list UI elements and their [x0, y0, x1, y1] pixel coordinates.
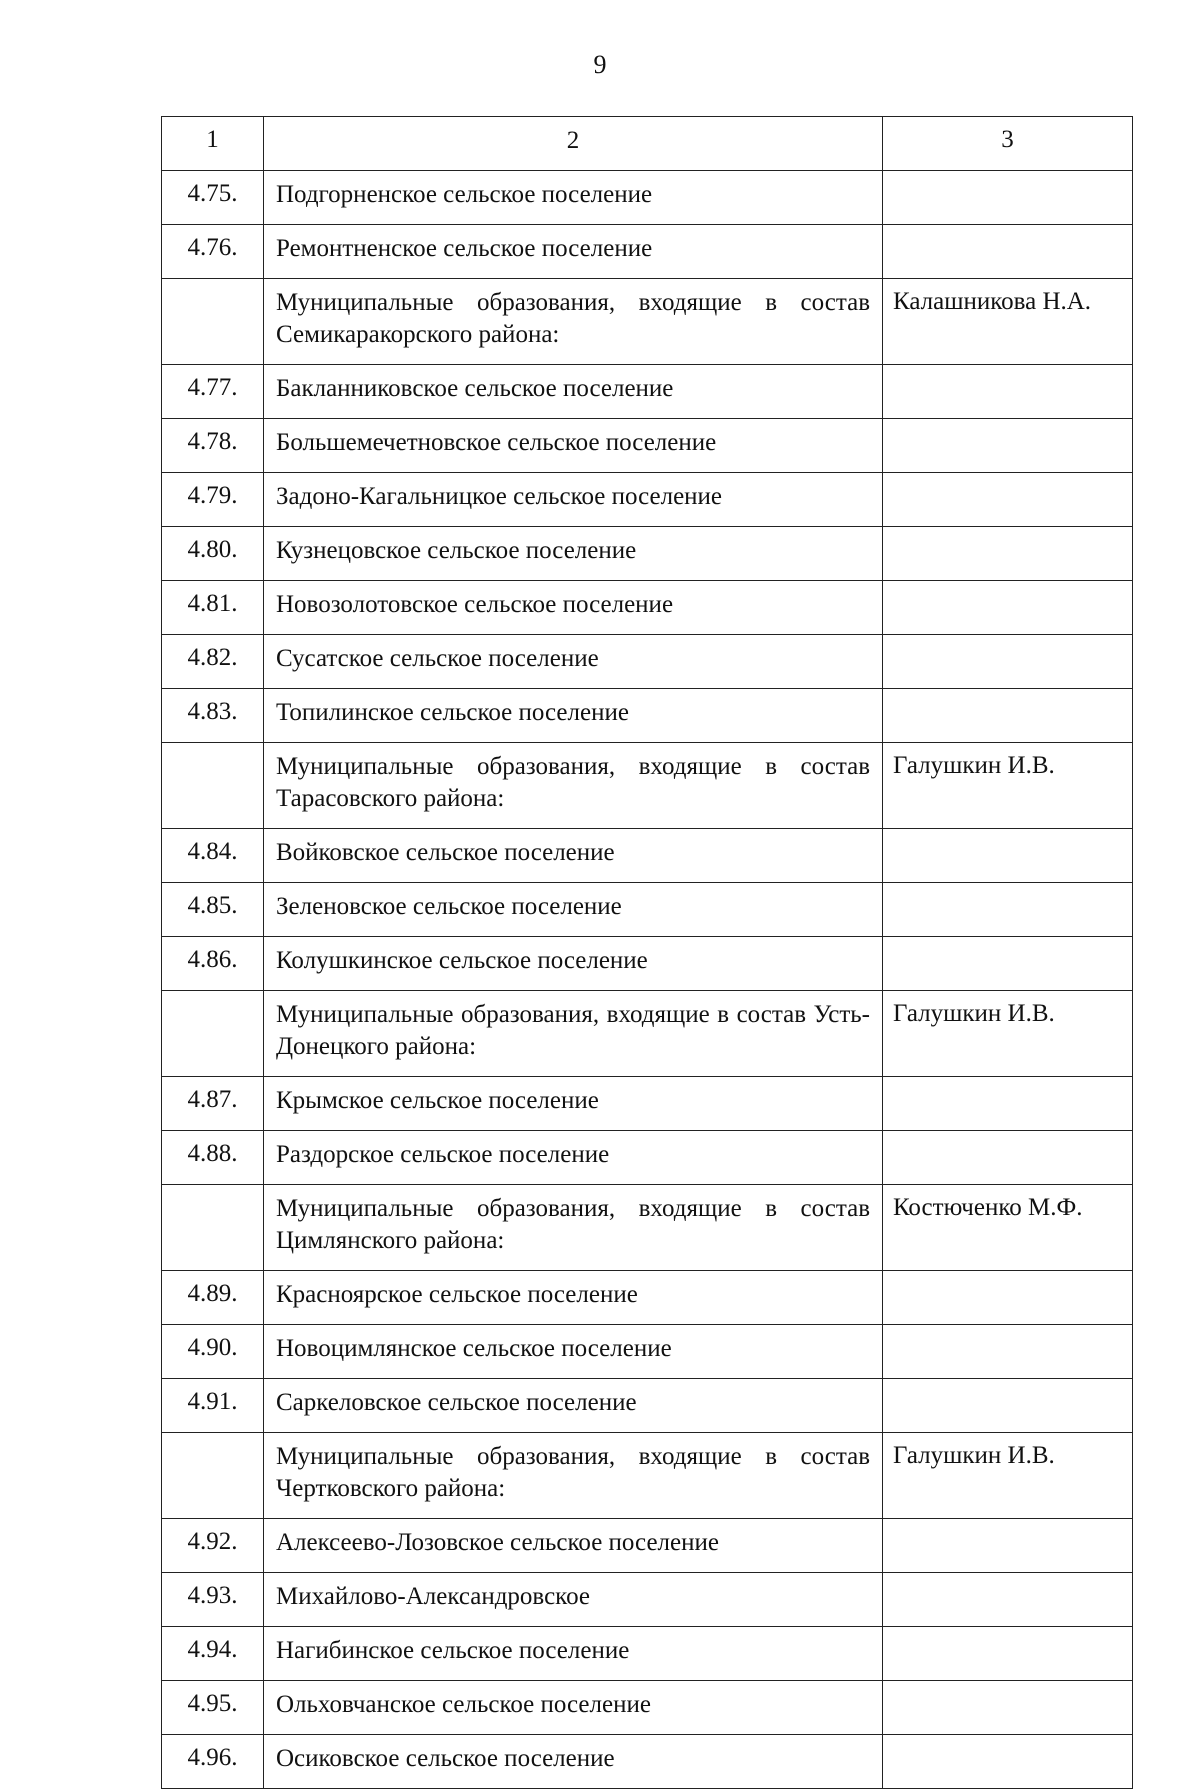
- responsible-person: [883, 473, 1133, 527]
- table-group-row: [162, 1185, 1133, 1271]
- responsible-person: [883, 1519, 1133, 1573]
- settlement-name: Новозолотовское сельское поселение: [264, 581, 883, 635]
- responsible-person: Галушкин И.В.: [883, 743, 1133, 829]
- responsible-person: [883, 225, 1133, 279]
- responsible-person: [883, 635, 1133, 689]
- table-row: [162, 171, 1133, 225]
- table-row: [162, 1271, 1133, 1325]
- row-number: 4.91.: [162, 1379, 264, 1433]
- responsible-person: [883, 1271, 1133, 1325]
- settlement-name: Красноярское сельское поселение: [264, 1271, 883, 1325]
- table-row: [162, 883, 1133, 937]
- row-number: 4.95.: [162, 1681, 264, 1735]
- row-number: 4.89.: [162, 1271, 264, 1325]
- responsible-person: [883, 1379, 1133, 1433]
- row-number: 4.87.: [162, 1077, 264, 1131]
- group-title: Муниципальные образования, входящие в состав Цимлянского района:: [264, 1185, 883, 1271]
- row-number: 4.92.: [162, 1519, 264, 1573]
- settlement-name: Ольховчанское сельское поселение: [264, 1681, 883, 1735]
- table-row: [162, 1627, 1133, 1681]
- settlement-name: Топилинское сельское поселение: [264, 689, 883, 743]
- table-row: [162, 635, 1133, 689]
- header-col-2: 2: [264, 117, 883, 171]
- row-number: [162, 1433, 264, 1519]
- settlement-name: Нагибинское сельское поселение: [264, 1627, 883, 1681]
- responsible-person: [883, 1735, 1133, 1789]
- row-number: 4.94.: [162, 1627, 264, 1681]
- settlement-name: Новоцимлянское сельское поселение: [264, 1325, 883, 1379]
- settlement-name: Войковское сельское поселение: [264, 829, 883, 883]
- table-row: [162, 1681, 1133, 1735]
- responsible-person: [883, 171, 1133, 225]
- responsible-person: [883, 1325, 1133, 1379]
- table-header-row: [162, 117, 1133, 171]
- row-number: 4.75.: [162, 171, 264, 225]
- table-row: [162, 1131, 1133, 1185]
- settlement-name: Алексеево-Лозовское сельское поселение: [264, 1519, 883, 1573]
- settlement-name: Задоно-Кагальницкое сельское поселение: [264, 473, 883, 527]
- settlement-name: Подгорненское сельское поселение: [264, 171, 883, 225]
- table-row: [162, 1325, 1133, 1379]
- row-number: 4.84.: [162, 829, 264, 883]
- header-col-3: 3: [883, 117, 1133, 171]
- row-number: [162, 1185, 264, 1271]
- responsible-person: [883, 1131, 1133, 1185]
- responsible-person: [883, 581, 1133, 635]
- settlement-name: Ремонтненское сельское поселение: [264, 225, 883, 279]
- row-number: 4.78.: [162, 419, 264, 473]
- table-group-row: [162, 1433, 1133, 1519]
- table-row: [162, 419, 1133, 473]
- table-body: [162, 117, 1133, 1789]
- row-number: 4.80.: [162, 527, 264, 581]
- table-row: [162, 581, 1133, 635]
- responsible-person: [883, 1573, 1133, 1627]
- table-row: [162, 527, 1133, 581]
- settlement-name: Осиковское сельское поселение: [264, 1735, 883, 1789]
- responsible-person: [883, 365, 1133, 419]
- table-row: [162, 1077, 1133, 1131]
- row-number: 4.76.: [162, 225, 264, 279]
- row-number: [162, 991, 264, 1077]
- group-title: Муниципальные образования, входящие в состав Усть-Донецкого района:: [264, 991, 883, 1077]
- group-title: Муниципальные образования, входящие в состав Семикаракорского района:: [264, 279, 883, 365]
- table-row: [162, 473, 1133, 527]
- settlement-name: Кузнецовское сельское поселение: [264, 527, 883, 581]
- settlement-name: Саркеловское сельское поселение: [264, 1379, 883, 1433]
- row-number: 4.83.: [162, 689, 264, 743]
- table-row: [162, 1379, 1133, 1433]
- row-number: 4.85.: [162, 883, 264, 937]
- table-group-row: [162, 743, 1133, 829]
- settlement-name: Бакланниковское сельское поселение: [264, 365, 883, 419]
- responsible-person: [883, 937, 1133, 991]
- row-number: 4.93.: [162, 1573, 264, 1627]
- settlement-name: Михайлово-Александровское: [264, 1573, 883, 1627]
- settlement-name: Крымское сельское поселение: [264, 1077, 883, 1131]
- settlement-name: Зеленовское сельское поселение: [264, 883, 883, 937]
- table-row: [162, 225, 1133, 279]
- settlement-name: Большемечетновское сельское поселение: [264, 419, 883, 473]
- responsible-person: [883, 1627, 1133, 1681]
- row-number: 4.86.: [162, 937, 264, 991]
- responsible-person: Калашникова Н.А.: [883, 279, 1133, 365]
- table-row: [162, 1735, 1133, 1789]
- settlements-table: [161, 116, 1133, 1789]
- responsible-person: [883, 883, 1133, 937]
- responsible-person: [883, 1077, 1133, 1131]
- group-title: Муниципальные образования, входящие в состав Чертковского района:: [264, 1433, 883, 1519]
- row-number: 4.82.: [162, 635, 264, 689]
- table-row: [162, 365, 1133, 419]
- responsible-person: [883, 689, 1133, 743]
- row-number: 4.90.: [162, 1325, 264, 1379]
- responsible-person: Костюченко М.Ф.: [883, 1185, 1133, 1271]
- settlement-name: Сусатское сельское поселение: [264, 635, 883, 689]
- table-row: [162, 1573, 1133, 1627]
- responsible-person: [883, 829, 1133, 883]
- row-number: 4.88.: [162, 1131, 264, 1185]
- page-number: 9: [593, 50, 607, 79]
- row-number: 4.79.: [162, 473, 264, 527]
- responsible-person: [883, 419, 1133, 473]
- row-number: 4.81.: [162, 581, 264, 635]
- settlement-name: Раздорское сельское поселение: [264, 1131, 883, 1185]
- header-col-1: 1: [162, 117, 264, 171]
- responsible-person: [883, 1681, 1133, 1735]
- row-number: [162, 279, 264, 365]
- row-number: [162, 743, 264, 829]
- settlement-name: Колушкинское сельское поселение: [264, 937, 883, 991]
- table-row: [162, 1519, 1133, 1573]
- table-row: [162, 689, 1133, 743]
- responsible-person: Галушкин И.В.: [883, 1433, 1133, 1519]
- group-title: Муниципальные образования, входящие в состав Тарасовского района:: [264, 743, 883, 829]
- table-group-row: [162, 279, 1133, 365]
- responsible-person: [883, 527, 1133, 581]
- table-row: [162, 937, 1133, 991]
- row-number: 4.96.: [162, 1735, 264, 1789]
- table-group-row: [162, 991, 1133, 1077]
- row-number: 4.77.: [162, 365, 264, 419]
- table-row: [162, 829, 1133, 883]
- responsible-person: Галушкин И.В.: [883, 991, 1133, 1077]
